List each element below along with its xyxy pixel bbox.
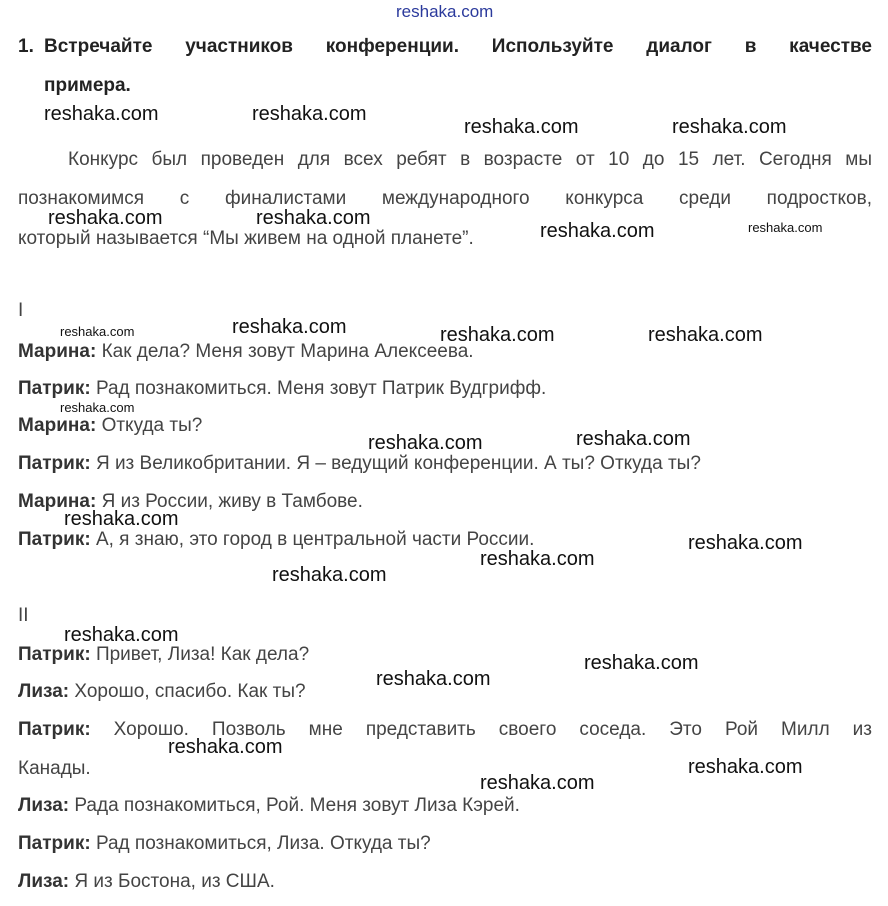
speaker: Лиза:: [18, 795, 70, 816]
speaker: Патрик:: [18, 453, 91, 474]
dialog-line: [18, 644, 309, 666]
dialog-line: [18, 453, 701, 475]
watermark: reshaka.com: [48, 207, 163, 229]
intro-line-3: который называется “Мы живем на одной планете”.: [18, 228, 474, 249]
replica: Рада познакомиться, Рой. Меня зовут Лиза Кэрей.: [74, 795, 520, 816]
speaker: Марина:: [18, 341, 97, 362]
watermark: reshaka.com: [64, 624, 179, 646]
speaker: Патрик:: [18, 644, 91, 665]
intro-line-2: познакомимся с финалистами международного конкурса среди подростков,: [18, 188, 872, 209]
watermark: reshaka.com: [252, 103, 367, 125]
replica: Канады.: [18, 758, 91, 779]
replica: Рад познакомиться. Меня зовут Патрик Вудгрифф.: [95, 378, 547, 399]
dialog-line: [18, 378, 546, 400]
watermark: reshaka.com: [60, 400, 135, 415]
watermark: reshaka.com: [168, 736, 283, 758]
speaker: Патрик:: [18, 719, 91, 740]
watermark: reshaka.com: [272, 564, 387, 586]
watermark: reshaka.com: [540, 220, 655, 242]
watermark: reshaka.com: [60, 324, 135, 339]
speaker: Марина:: [18, 415, 97, 436]
replica: Рад познакомиться, Лиза. Откуда ты?: [95, 833, 431, 854]
speaker: Патрик:: [18, 529, 91, 550]
dialog-line: [18, 795, 520, 817]
dialog-line: [18, 529, 534, 551]
replica: Привет, Лиза! Как дела?: [95, 644, 310, 665]
watermark: reshaka.com: [672, 116, 787, 138]
replica: А, я знаю, это город в центральной части России.: [95, 529, 535, 550]
watermark: reshaka.com: [748, 220, 823, 235]
replica: Хорошо. Позволь мне представить своего соседа. Это Рой Милл из: [113, 719, 872, 740]
dialog-line: [18, 681, 306, 703]
watermark: reshaka.com: [576, 428, 691, 450]
replica: Откуда ты?: [101, 415, 203, 436]
replica: Я из России, живу в Тамбове.: [101, 491, 363, 512]
replica: Я из Великобритании. Я – ведущий конференции. А ты? Откуда ты?: [95, 453, 701, 474]
watermark: reshaka.com: [480, 772, 595, 794]
watermark: reshaka.com: [440, 324, 555, 346]
watermark: reshaka.com: [376, 668, 491, 690]
dialog-line-continuation: [18, 758, 91, 780]
speaker: Патрик:: [18, 378, 91, 399]
watermark: reshaka.com: [256, 207, 371, 229]
task-number: 1.: [18, 36, 34, 57]
watermark: reshaka.com: [368, 432, 483, 454]
dialog-1-label: I: [18, 300, 24, 321]
dialog-line: [18, 871, 275, 893]
watermark: reshaka.com: [648, 324, 763, 346]
intro-line-1: Конкурс был проведен для всех ребят в возрасте от 10 до 15 лет. Сегодня мы: [68, 149, 872, 170]
dialog-line: [18, 833, 431, 855]
watermark: reshaka.com: [688, 756, 803, 778]
watermark: reshaka.com: [584, 652, 699, 674]
watermark: reshaka.com: [64, 508, 179, 530]
speaker: Патрик:: [18, 833, 91, 854]
watermark: reshaka.com: [44, 103, 159, 125]
replica: Хорошо, спасибо. Как ты?: [74, 681, 306, 702]
header-watermark: reshaka.com: [396, 2, 494, 21]
dialog-line: [18, 719, 872, 741]
replica: Я из Бостона, из США.: [74, 871, 275, 892]
speaker: Лиза:: [18, 681, 70, 702]
speaker: Лиза:: [18, 871, 70, 892]
task-title-line-1: Встречайте участников конференции. Используйте диалог в качестве: [44, 36, 872, 57]
task-title-line-2: примера.: [44, 75, 131, 96]
watermark: reshaka.com: [480, 548, 595, 570]
watermark: reshaka.com: [688, 532, 803, 554]
dialog-2-label: II: [18, 605, 29, 626]
replica: Как дела? Меня зовут Марина Алексеева.: [101, 341, 474, 362]
dialog-line: [18, 341, 474, 363]
dialog-line: [18, 415, 202, 437]
speaker: Марина:: [18, 491, 97, 512]
watermark: reshaka.com: [232, 316, 347, 338]
watermark: reshaka.com: [464, 116, 579, 138]
